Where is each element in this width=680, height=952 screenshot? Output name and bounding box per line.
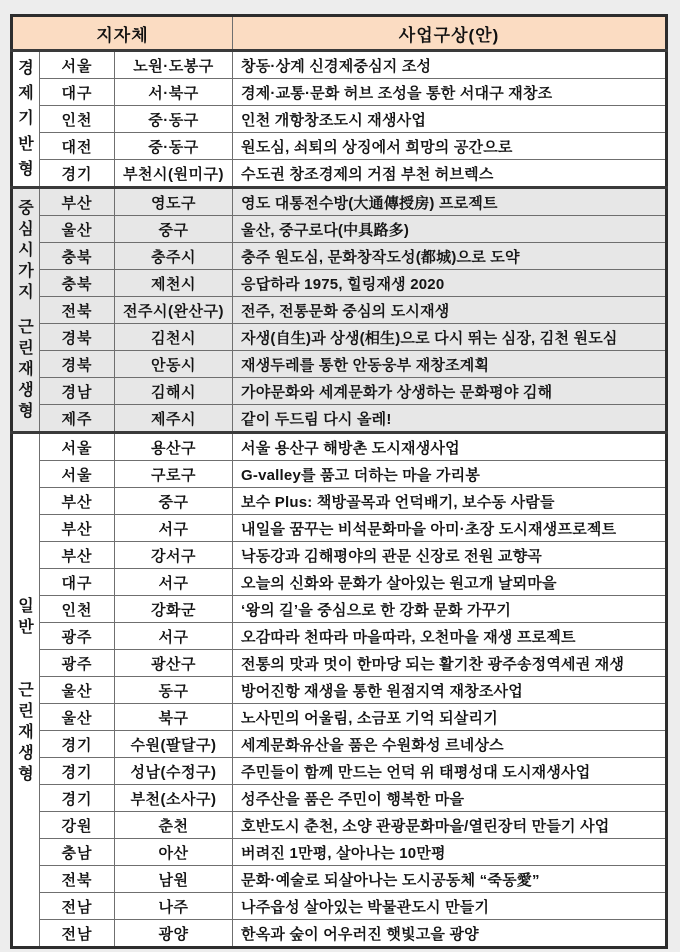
category-word [18, 680, 33, 785]
table-row [12, 188, 667, 216]
category-char: 형 [18, 160, 34, 178]
province-cell: 광주 [40, 623, 115, 650]
district-cell: 북구 [115, 704, 233, 731]
province-cell: 서울 [40, 51, 115, 79]
project-plan-cell: 낙동강과 김해평야의 관문 신장로 전원 교향곡 [233, 542, 667, 569]
table-row [12, 324, 667, 351]
table-row [12, 623, 667, 650]
category-char: 반 [18, 135, 34, 153]
province-cell: 제주 [40, 405, 115, 433]
category-char: 근 [18, 319, 34, 336]
category-word [18, 596, 33, 638]
district-cell: 강화군 [115, 596, 233, 623]
category-char: 린 [18, 340, 34, 357]
project-plan-cell: 주민들이 함께 만드는 언덕 위 태평성대 도시재생사업 [233, 758, 667, 785]
table-row [12, 839, 667, 866]
category-word [18, 198, 33, 303]
table-row [12, 731, 667, 758]
province-cell: 충남 [40, 839, 115, 866]
header-project-plan: 사업구상(안) [233, 16, 667, 51]
project-plan-cell: 한옥과 숲이 어우러진 햇빛고을 광양 [233, 920, 667, 948]
project-plan-cell: 보수 Plus: 책방골목과 언덕배기, 보수동 사람들 [233, 488, 667, 515]
table-row [12, 270, 667, 297]
project-plan-cell: 버려진 1만평, 살아나는 10만평 [233, 839, 667, 866]
table-row [12, 542, 667, 569]
table-row [12, 704, 667, 731]
province-cell: 경북 [40, 351, 115, 378]
project-plan-cell: ‘왕의 길’을 중심으로 한 강화 문화 가꾸기 [233, 596, 667, 623]
category-word [18, 317, 33, 422]
table-row [12, 866, 667, 893]
table-row [12, 297, 667, 324]
category-char: 경 [18, 60, 34, 78]
table-row [12, 79, 667, 106]
district-cell: 영도구 [115, 188, 233, 216]
category-word [18, 56, 33, 182]
category-char: 심 [18, 221, 34, 238]
district-cell: 구로구 [115, 461, 233, 488]
district-cell: 부천시(원미구) [115, 160, 233, 188]
category-char: 중 [18, 200, 34, 217]
category-char: 지 [18, 284, 34, 301]
province-cell: 대구 [40, 569, 115, 596]
district-cell: 중·동구 [115, 106, 233, 133]
table-row [12, 378, 667, 405]
category-char: 일 [18, 597, 34, 615]
category-label [13, 189, 39, 431]
province-cell: 부산 [40, 488, 115, 515]
province-cell: 전남 [40, 920, 115, 948]
district-cell: 강서구 [115, 542, 233, 569]
table-row [12, 677, 667, 704]
district-cell: 제주시 [115, 405, 233, 433]
district-cell: 광양 [115, 920, 233, 948]
province-cell: 대전 [40, 133, 115, 160]
table-row [12, 920, 667, 948]
project-plan-cell: 호반도시 춘천, 소양 관광문화마을/열린장터 만들기 사업 [233, 812, 667, 839]
project-plan-cell: 자생(自生)과 상생(相生)으로 다시 뛰는 심장, 김천 원도심 [233, 324, 667, 351]
table-row [12, 351, 667, 378]
table-row [12, 405, 667, 433]
province-cell: 전북 [40, 297, 115, 324]
category-label [13, 434, 39, 946]
province-cell: 서울 [40, 433, 115, 461]
district-cell: 수원(팔달구) [115, 731, 233, 758]
table-row [12, 133, 667, 160]
province-cell: 광주 [40, 650, 115, 677]
district-cell: 서구 [115, 623, 233, 650]
table-header-row [12, 16, 667, 51]
province-cell: 울산 [40, 704, 115, 731]
table-row [12, 596, 667, 623]
project-plan-cell: 오늘의 신화와 문화가 살아있는 원고개 날뫼마을 [233, 569, 667, 596]
table-row [12, 461, 667, 488]
category-char: 재 [18, 361, 34, 378]
province-cell: 인천 [40, 106, 115, 133]
project-plan-cell: 수도권 창조경제의 거점 부천 허브렉스 [233, 160, 667, 188]
district-cell: 나주 [115, 893, 233, 920]
project-plan-cell: 경제·교통·문화 허브 조성을 통한 서대구 재창조 [233, 79, 667, 106]
province-cell: 부산 [40, 515, 115, 542]
province-cell: 서울 [40, 461, 115, 488]
category-cell-central-city-neighborhood [12, 188, 40, 433]
district-cell: 광산구 [115, 650, 233, 677]
category-char: 형 [18, 403, 34, 420]
table-row [12, 243, 667, 270]
district-cell: 춘천 [115, 812, 233, 839]
project-plan-cell: 내일을 꿈꾸는 비석문화마을 아미·초장 도시재생프로젝트 [233, 515, 667, 542]
district-cell: 아산 [115, 839, 233, 866]
district-cell: 안동시 [115, 351, 233, 378]
province-cell: 대구 [40, 79, 115, 106]
category-char: 기 [18, 110, 34, 128]
district-cell: 부천(소사구) [115, 785, 233, 812]
district-cell: 서구 [115, 569, 233, 596]
table-row [12, 758, 667, 785]
project-plan-cell: 원도심, 쇠퇴의 상징에서 희망의 공간으로 [233, 133, 667, 160]
province-cell: 전북 [40, 866, 115, 893]
project-plan-cell: 충주 원도심, 문화창작도성(都城)으로 도약 [233, 243, 667, 270]
province-cell: 경기 [40, 785, 115, 812]
project-plan-cell: G-valley를 품고 더하는 마을 가리봉 [233, 461, 667, 488]
table-row [12, 106, 667, 133]
project-plan-cell: 방어진항 재생을 통한 원점지역 재창조사업 [233, 677, 667, 704]
project-plan-cell: 가야문화와 세계문화가 상생하는 문화평야 김해 [233, 378, 667, 405]
table-row [12, 812, 667, 839]
province-cell: 인천 [40, 596, 115, 623]
province-cell: 울산 [40, 677, 115, 704]
district-cell: 용산구 [115, 433, 233, 461]
project-plan-cell: 울산, 중구로다(中具路多) [233, 216, 667, 243]
project-plan-cell: 문화·예술로 되살아나는 도시공동체 “죽동愛” [233, 866, 667, 893]
province-cell: 부산 [40, 542, 115, 569]
project-plan-cell: 성주산을 품은 주민이 행복한 마을 [233, 785, 667, 812]
category-char: 린 [18, 702, 34, 720]
table-row [12, 650, 667, 677]
district-cell: 남원 [115, 866, 233, 893]
district-cell: 중·동구 [115, 133, 233, 160]
category-char: 재 [18, 723, 34, 741]
district-cell: 김해시 [115, 378, 233, 405]
header-local-gov: 지자체 [12, 16, 233, 51]
district-cell: 충주시 [115, 243, 233, 270]
table-row [12, 569, 667, 596]
district-cell: 동구 [115, 677, 233, 704]
urban-regeneration-projects-table [10, 14, 668, 949]
table-row [12, 893, 667, 920]
province-cell: 충북 [40, 243, 115, 270]
table-row [12, 488, 667, 515]
category-char: 가 [18, 263, 34, 280]
project-plan-cell: 창동·상계 신경제중심지 조성 [233, 51, 667, 79]
province-cell: 경남 [40, 378, 115, 405]
province-cell: 충북 [40, 270, 115, 297]
category-char: 생 [18, 382, 34, 399]
province-cell: 강원 [40, 812, 115, 839]
table-body [12, 51, 667, 948]
category-char: 제 [18, 85, 34, 103]
project-plan-cell: 나주읍성 살아있는 박물관도시 만들기 [233, 893, 667, 920]
project-plan-cell: 전통의 맛과 멋이 한마당 되는 활기찬 광주송정역세권 재생 [233, 650, 667, 677]
district-cell: 서·북구 [115, 79, 233, 106]
province-cell: 경기 [40, 731, 115, 758]
project-plan-cell: 세계문화유산을 품은 수원화성 르네상스 [233, 731, 667, 758]
table-row [12, 216, 667, 243]
district-cell: 노원·도봉구 [115, 51, 233, 79]
category-char: 생 [18, 744, 34, 762]
table-row [12, 433, 667, 461]
category-cell-general-neighborhood [12, 433, 40, 948]
project-plan-cell: 서울 용산구 해방촌 도시재생사업 [233, 433, 667, 461]
category-char: 반 [18, 618, 34, 636]
province-cell: 경기 [40, 758, 115, 785]
project-plan-cell: 영도 대통전수방(大通傳授房) 프로젝트 [233, 188, 667, 216]
district-cell: 김천시 [115, 324, 233, 351]
table-row [12, 515, 667, 542]
district-cell: 중구 [115, 216, 233, 243]
province-cell: 경북 [40, 324, 115, 351]
table-row [12, 160, 667, 188]
project-plan-cell: 재생두레를 통한 안동웅부 재창조계획 [233, 351, 667, 378]
province-cell: 부산 [40, 188, 115, 216]
table-row [12, 51, 667, 79]
district-cell: 성남(수정구) [115, 758, 233, 785]
category-char: 시 [18, 242, 34, 259]
province-cell: 경기 [40, 160, 115, 188]
category-label [13, 52, 39, 186]
district-cell: 중구 [115, 488, 233, 515]
category-char: 근 [18, 681, 34, 699]
project-plan-cell: 전주, 전통문화 중심의 도시재생 [233, 297, 667, 324]
category-char: 형 [18, 765, 34, 783]
province-cell: 울산 [40, 216, 115, 243]
project-plan-cell: 오감따라 천따라 마을따라, 오천마을 재생 프로젝트 [233, 623, 667, 650]
district-cell: 서구 [115, 515, 233, 542]
project-plan-cell: 노사민의 어울림, 소금포 기억 되살리기 [233, 704, 667, 731]
province-cell: 전남 [40, 893, 115, 920]
category-cell-economic-base [12, 51, 40, 188]
project-plan-cell: 같이 두드림 다시 올레! [233, 405, 667, 433]
district-cell: 전주시(완산구) [115, 297, 233, 324]
project-plan-cell: 응답하라 1975, 힐링재생 2020 [233, 270, 667, 297]
project-plan-cell: 인천 개항창조도시 재생사업 [233, 106, 667, 133]
district-cell: 제천시 [115, 270, 233, 297]
table-row [12, 785, 667, 812]
